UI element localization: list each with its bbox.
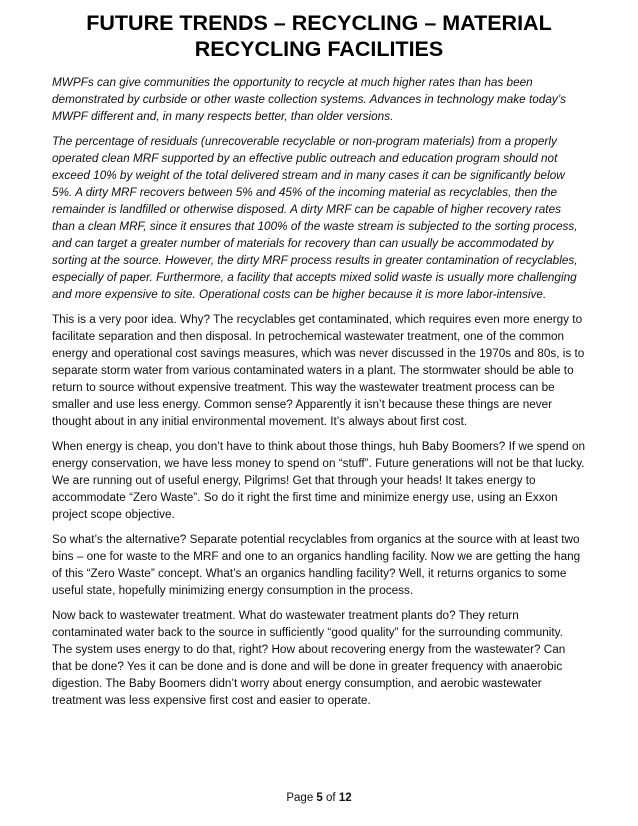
footer-of-word: of xyxy=(326,792,336,804)
paragraph-cheap-energy: When energy is cheap, you don’t have to think about those things, huh Baby Boomers? If we spend on energy conservation, we have less money to spend on “stuff”. Future generations will not be that lucky. We are running out of useful energy, Pilgrims! Get that through your heads! It takes energy to accommodate “Zero Waste”. So do it right the first time and minimize energy use, using an Exxon project scope objective. xyxy=(52,440,586,521)
footer-page-word: Page xyxy=(286,792,314,804)
paragraph-wastewater: Now back to wastewater treatment. What do wastewater treatment plants do? They return contaminated water back to the source in sufficiently “good quality” for the surrounding community. The system uses energy to do that, right? How about recovering energy from the wastewater? Can that be done? Yes it can be done and is done and will be done in greater frequency with anaerobic digestion. The Baby Boomers didn’t worry about energy consumption, and aerobic wastewater treatment was less expensive first cost and easier to operate. xyxy=(52,609,566,707)
paragraph-poor-idea: This is a very poor idea. Why? The recyclables get contaminated, which requires even more energy to facilitate separation and then disposal. In petrochemical wastewater treatment, one of the common energy and operational cost savings measures, which was never discussed in the 1970s and 80s, is to separate storm water from various contaminated waters in a plant. The stormwater should be able to return to source without expensive treatment. This way the wastewater treatment process can be smaller and use less energy. Common sense? Apparently it isn’t because these things are never thought about in any initial environmental movement. It’s always about first cost. xyxy=(52,313,585,428)
title-line-2: RECYCLING FACILITIES xyxy=(194,37,444,61)
paragraph-mwpf-intro: MWPFs can give communities the opportunity to recycle at much higher rates than has been demonstrated by curbside or other waste collection systems. Advances in technology make today’s MWPF different and, in many respects better, than older versions. xyxy=(52,76,566,123)
page-title xyxy=(52,10,586,62)
paragraph-residuals: The percentage of residuals (unrecoverable recyclable or non-program materials) from a properly operated clean MRF supported by an effective public outreach and education program should not exceed 10% by weight of the total delivered stream and in many cases it can be significantly below 5%. A dirty MRF recovers between 5% and 45% of the incoming material as recyclables, then the remainder is landfilled or otherwise disposed. A dirty MRF can be capable of higher recovery rates than a clean MRF, since it ensures that 100% of the waste stream is subjected to the sorting process, and can target a greater number of materials for recovery than can usually be accommodated by sorting at the source. However, the dirty MRF process results in greater contamination of recyclables, especially of paper. Furthermore, a facility that accepts mixed solid waste is usually more challenging and more expensive to site. Operational costs can be higher because it is more labor-intensive. xyxy=(52,135,578,301)
paragraph-alternative: So what’s the alternative? Separate potential recyclables from organics at the source with at least two bins – one for waste to the MRF and one to an organics handling facility. Now we are getting the hang of this “Zero Waste” concept. What’s an organics handling facility? Well, it returns organics to some useful state, hopefully minimizing energy consumption in the process. xyxy=(52,533,581,597)
page-footer xyxy=(0,791,638,805)
footer-page-number: 5 xyxy=(316,792,323,804)
document-page xyxy=(52,10,586,717)
footer-total-pages: 12 xyxy=(338,792,352,804)
title-line-1: FUTURE TRENDS – RECYCLING – MATERIAL xyxy=(86,11,552,35)
